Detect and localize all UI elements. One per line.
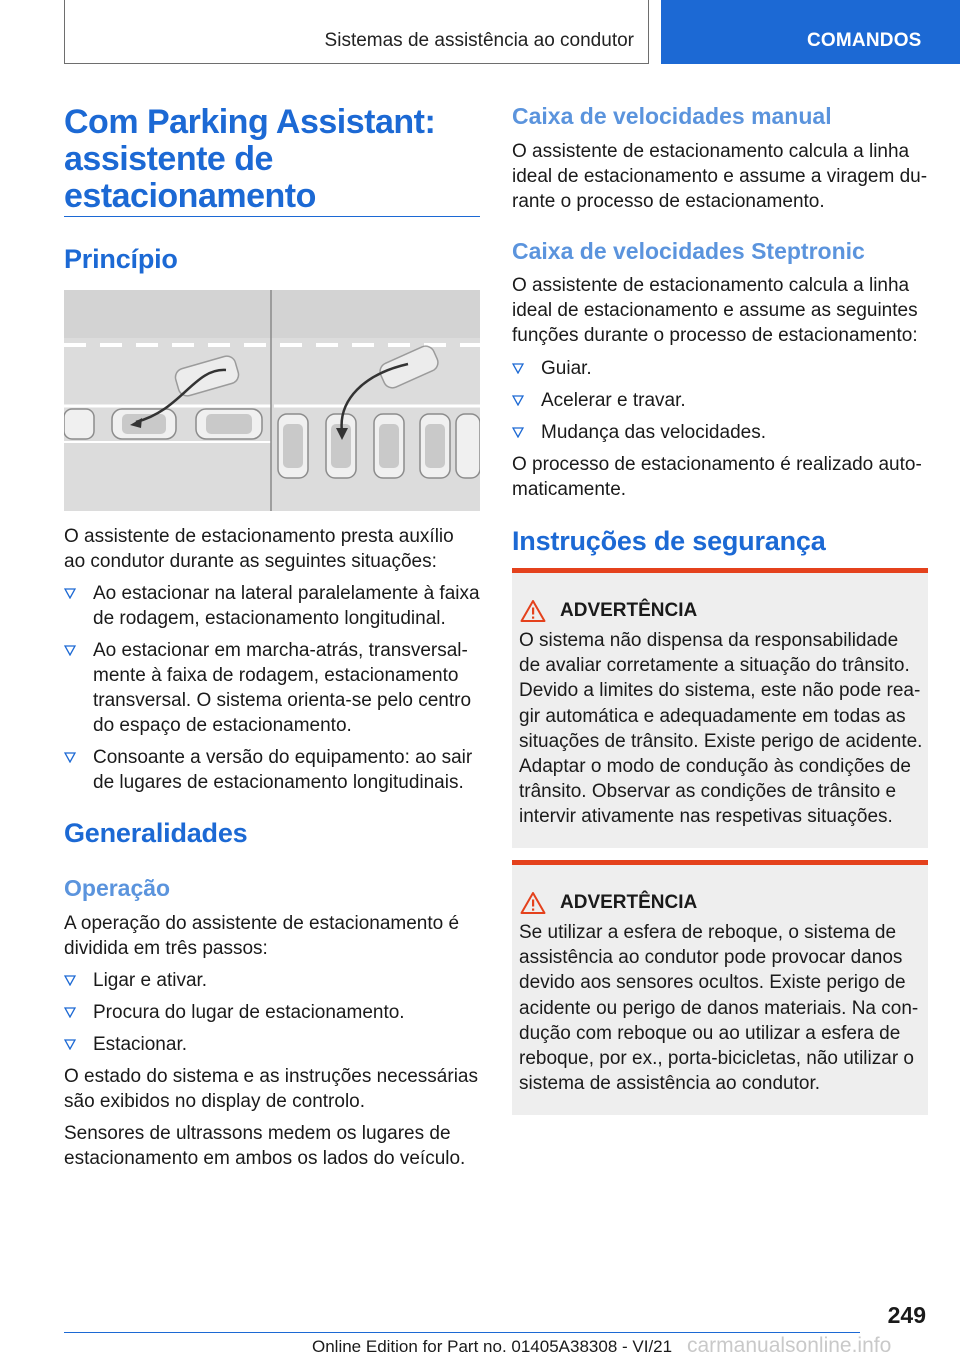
page-number: 249: [887, 1302, 926, 1328]
header-section-box: [64, 0, 649, 64]
list-item: [64, 968, 480, 993]
list-item-text: Ligar e ativar.: [93, 970, 208, 991]
warning-box: [512, 860, 928, 1115]
bullet-triangle-icon: [512, 362, 524, 374]
warning-triangle-icon: [520, 599, 546, 623]
list-item: [64, 1000, 480, 1025]
parking-illustration-svg: [64, 290, 480, 511]
footer-edition: Online Edition for Part no. 01405A38308 - VI/21: [312, 1337, 673, 1356]
list-item-text: Ao estacionar em marcha-atrás, transversal-mente à faixa de rodagem, estacionamento transversal. O sistema orienta-se pelo centro do espaço de estacionamento.: [93, 640, 472, 736]
bullet-triangle-icon: [512, 426, 524, 438]
list-item-text: Consoante a versão do equipamento: ao sair de lugares de estacionamento longitudinais.: [93, 747, 473, 793]
warning-label: ADVERTÊNCIA: [560, 892, 698, 913]
steptronic-after-text: O processo de estacionamento é realizado auto-maticamente.: [512, 454, 922, 500]
list-item: [64, 581, 480, 631]
caixa-manual-text: O assistente de estacionamento calcula a linha ideal de estacionamento e assume a viragem du-rante o processo de estacionamento.: [512, 141, 928, 212]
warning-text: O sistema não dispensa da responsabilidade de avaliar corretamente a situação do trânsito. Devido a limites do sistema, este não pode rea-gir automática e adequadamente em todas as situações de trânsito. Existe perigo de acidente. Adaptar o modo de condução às condições de trânsito. Observar as condições de trânsito e intervir ativamente nas respetivas situações.: [519, 630, 923, 828]
header-chapter-tab[interactable]: [661, 0, 960, 64]
bullet-triangle-icon: [64, 751, 76, 763]
bullet-triangle-icon: [512, 394, 524, 406]
list-item: [512, 388, 928, 413]
bullet-triangle-icon: [64, 1038, 76, 1050]
caixa-steptronic-text: O assistente de estacionamento calcula a linha ideal de estacionamento e assume as seguintes funções durante o processo de estacionamento:: [512, 275, 918, 346]
title-rule: [64, 216, 480, 217]
warning-box: [512, 568, 928, 848]
list-item: [512, 356, 928, 381]
heading-caixa-steptronic: Caixa de velocidades Steptronic: [512, 238, 865, 264]
warning-text: Se utilizar a esfera de reboque, o sistema de assistência ao condutor pode provocar danos devido aos sensores ocultos. Existe perigo de acidente ou perigo de danos materiais. Na con-dução com reboque ou ao utilizar a esfera de reboque, por ex., porta-bicicletas, não utilizar o sistema de assistência ao condutor.: [519, 922, 919, 1095]
heading-generalidades: Generalidades: [64, 818, 248, 848]
warning-triangle-icon: [520, 891, 546, 915]
list-item-text: Acelerar e travar.: [541, 390, 686, 411]
list-item: [64, 638, 480, 738]
operacao-intro: A operação do assistente de estacionamento é dividida em três passos:: [64, 913, 460, 959]
header-chapter-label: COMANDOS: [807, 30, 922, 51]
page-title: Com Parking Assistant: assistente de estacionamento: [64, 103, 436, 215]
list-item: [64, 1032, 480, 1057]
heading-instrucoes-seguranca: Instruções de segurança: [512, 526, 826, 556]
footer-rule: [64, 1332, 860, 1333]
list-item-text: Procura do lugar de estacionamento.: [93, 1002, 405, 1023]
list-item-text: Ao estacionar na lateral paralelamente à faixa de rodagem, estacionamento longitudinal.: [93, 583, 480, 629]
heading-caixa-manual: Caixa de velocidades manual: [512, 103, 832, 129]
principio-intro: O assistente de estacionamento presta auxílio ao condutor durante as seguintes situações:: [64, 526, 454, 572]
bullet-triangle-icon: [64, 587, 76, 599]
operacao-paragraph-1: O estado do sistema e as instruções necessárias são exibidos no display de controlo.: [64, 1066, 478, 1112]
bullet-triangle-icon: [64, 1006, 76, 1018]
heading-principio: Princípio: [64, 244, 178, 274]
bullet-triangle-icon: [64, 974, 76, 986]
heading-operacao: Operação: [64, 875, 171, 901]
warning-label: ADVERTÊNCIA: [560, 600, 698, 621]
parking-illustration: [64, 290, 480, 511]
list-item: [64, 745, 480, 795]
header-section-title: Sistemas de assistência ao condutor: [324, 30, 634, 51]
footer-watermark[interactable]: carmanualsonline.info: [687, 1334, 892, 1357]
operacao-paragraph-2: Sensores de ultrassons medem os lugares de estacionamento em ambos os lados do veículo.: [64, 1123, 466, 1169]
list-item-text: Guiar.: [541, 358, 592, 379]
list-item: [512, 420, 928, 445]
bullet-triangle-icon: [64, 644, 76, 656]
list-item-text: Mudança das velocidades.: [541, 422, 766, 443]
list-item-text: Estacionar.: [93, 1034, 187, 1055]
